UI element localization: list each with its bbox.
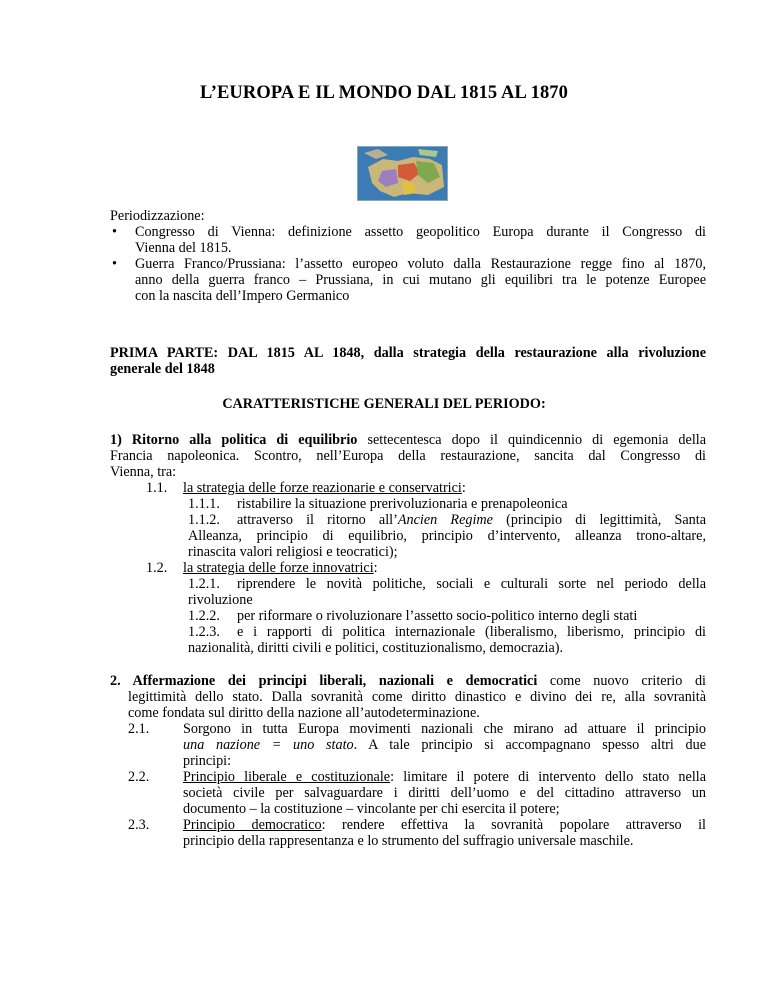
document-page: L’EUROPA E IL MONDO DAL 1815 AL 1870 Periodizzazione: • Congresso di Vienna: definizione assetto geopolitico Europa durante il Congresso di Vienna del 1815. • Guerra Franco/Prussiana: l’assetto europeo voluto dalla Restaurazione regge fino al 1870, anno della guerra franco – Prussiana, in cui mutano gli equilibri tra le potenze Europee con la nascita dell’Impero Germanico PRIMA PARTE: DAL 1815 AL 1848, dalla strategia della restaurazione alla rivoluzione generale del 1848 CARATTERISTICHE GENERALI DEL PERIODO: 1) Ritorno alla politica di equilibrio settecentesca dopo il quindicennio di egemonia della Francia napoleonica. Scontro, nell’Europa della restaurazione, sancita dal Congresso di Vienna, tra: 1.1. la strategia delle forze reazionarie e conservatrici: 1.1.1. ristabilire la situazione prerivoluzionaria e prenapoleonica 1.1.2. attraverso il ritorno all’Ancien Regime (principio di legittimità, Santa Alleanza, principio di equilibrio, principio d’intervento, alleanza trono-altare, rinascita valori religiosi e teocratici); 1.2. la strategia delle forze innovatrici: 1.2.1. riprendere le novità politiche, sociali e culturali sorte nel periodo della rivoluzione 1.2.2. per riformare o rivoluzionare l’assetto socio-politico interno degli stati 1.2.3. e i rapporti di politica internazionale (liberalismo, liberismo, principio di nazionalità, diritti civili e politici, costituzionalismo, democrazia). 2. Affermazione dei principi liberali, nazionali e democratici come nuovo criterio di legittimità dello stato. Dalla sovranità come diritto dinastico e divino dei re, alla sovranità come fondata sul diritto della nazione all’autodeterminazione. 2.1. Sorgono in tutta Europa movimenti nazionali che mirano ad attuare il principio una nazione = uno stato. A tale principio si accompagnano spesso altri due principi: 2.2. Principio liberale e costituzionale: limitare il potere di intervento dello stato nella società civile per salvaguardare i diritti dell’uomo e del cittadino attraverso un documento – la costituzione – vincolante per chi esercita il potere; 2.3. Principio democratico: rendere effettiva la sovranità popolare attraverso il principio della rappresentanza e lo strumento del suffragio universale maschile. (0, 0, 768, 994)
bullet-dot-icon: • (112, 224, 117, 240)
document-title: L’EUROPA E IL MONDO DAL 1815 AL 1870 (199, 83, 568, 103)
caratteristiche-heading: CARATTERISTICHE GENERALI DEL PERIODO: (222, 396, 546, 412)
bullet-dot-icon: • (112, 256, 117, 272)
europe-map-image (357, 146, 448, 201)
periodizzazione-label: Periodizzazione: (110, 208, 205, 224)
